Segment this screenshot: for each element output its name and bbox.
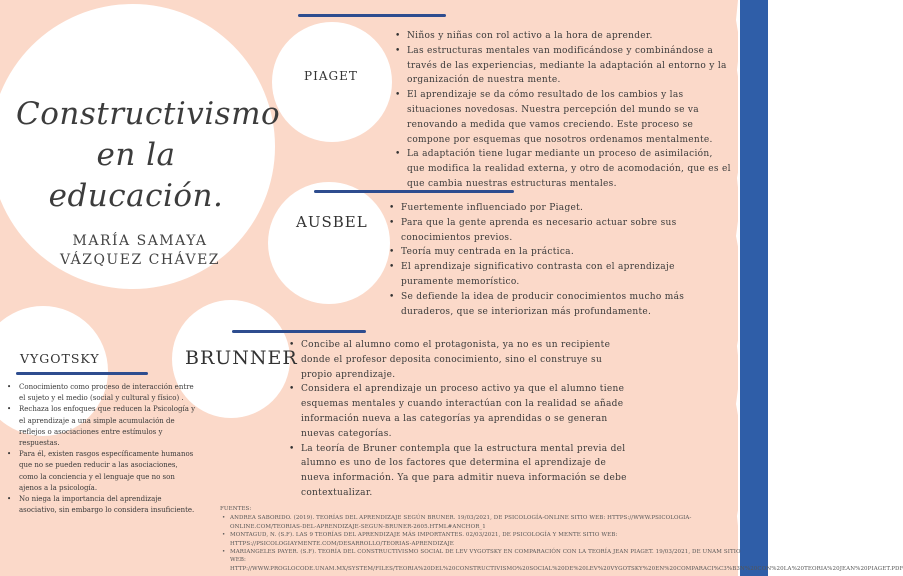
divider-line-piaget xyxy=(298,14,446,17)
brunner-bullet: • Considera el aprendizaje un proceso activo ya que el alumno tiene esquemas mentales y cuando interactúan con la realidad se añade información nueva a las categorías ya aprendidas o se generan nuevas categorías. xyxy=(289,382,629,441)
brunner-bullet: • La teoría de Bruner contempla que la estructura mental previa del alumno es uno de los factores que determina el aprendizaje de nueva información. Ya que para admitir nueva información se debe contextualizar. xyxy=(289,442,629,501)
author-name xyxy=(40,232,240,270)
ausbel-bullet-list xyxy=(389,201,689,319)
piaget-bullet: • Niños y niñas con rol activo a la hora de aprender. xyxy=(395,29,733,44)
title-line-1: Constructivismo xyxy=(16,96,281,132)
sources-label: FUENTES: xyxy=(220,506,252,512)
ausbel-bullet: • Para que la gente aprenda es necesario actuar sobre sus conocimientos previos. xyxy=(389,216,689,246)
title-line-2: en la xyxy=(96,137,176,173)
vygotsky-bullet: • Para él, existen rasgos específicamente humanos que no se pueden reducir a las asociaciones, como la conciencia y el lenguaje que no son ajenos a la psicología. xyxy=(7,449,197,494)
source-item: • MONTAGUD, N. (S.F). LAS 9 TEORÍAS DEL APRENDIZAJE MÁS IMPORTANTES. 02/03/2021, DE PSICOLOGÍA Y MENTE SITIO WEB: HTTPS://PSICOLOGIAYMENTE.COM/DESARROLLO/TEORIAS-APRENDIZAJE xyxy=(220,531,748,548)
piaget-label: PIAGET xyxy=(304,69,358,83)
piaget-bullet: • Las estructuras mentales van modificándose y combinándose a través de las experiencias, mediante la adaptación al entorno y la organización de nuestra mente. xyxy=(395,44,733,88)
brunner-bullet: • Concibe al alumno como el protagonista, ya no es un recipiente donde el profesor deposita conocimiento, sino el construye su propio aprendizaje. xyxy=(289,338,629,382)
source-item: • MARIANGELES PAYER. (S.F). TEORÍA DEL CONSTRUCTIVISMO SOCIAL DE LEV VYGOTSKY EN COMPARACIÓN CON LA TEORÍA JEAN PIAGET. 19/03/2021, DE UNAM SITIO WEB: HTTP://WWW.PROGLOCODE.UNAM.MX/SYSTEM/FILES/TEORIA%20DEL%20CONSTRUCTIVISMO%20SOCIAL%20DE%20LEV%20VYGOTSKY%20EN%20COMPARACI%C3%B3N%20CON%20LA%20TEORIA%20JEAN%20PIAGET.PDF xyxy=(220,548,748,573)
vygotsky-bullet: • Rechaza los enfoques que reducen la Psicología y el aprendizaje a una simple acumulación de reflejos o asociaciones entre estímulos y respuestas. xyxy=(7,404,197,449)
piaget-bullet: • El aprendizaje se da cómo resultado de los cambios y las situaciones novedosas. Nuestra percepción del mundo se va renovando a medida que vamos creciendo. Este proceso se compone por esquemas que nosotros ordenamos mentalmente. xyxy=(395,88,733,147)
ausbel-bullet: • Teoría muy centrada en la práctica. xyxy=(389,245,689,260)
brunner-bullet-list xyxy=(289,338,629,501)
sources-section xyxy=(220,505,903,573)
divider-line-vygotsky xyxy=(16,372,148,375)
vygotsky-label: VYGOTSKY xyxy=(20,351,100,366)
brunner-label: BRUNNER xyxy=(185,347,298,369)
blue-side-band xyxy=(740,0,768,576)
ausbel-bullet: • El aprendizaje significativo contrasta con el aprendizaje puramente memorístico. xyxy=(389,260,689,290)
page-title xyxy=(16,94,281,217)
source-item: • ANDREA SABORIDO. (2019). TEORÍAS DEL APRENDIZAJE SEGÚN BRUNER. 19/03/2021, DE PSICOLOGÍA-ONLINE SITIO WEB: HTTPS://WWW.PSICOLOGIA-ONLINE.COM/TEORIAS-DEL-APRENDIZAJE-SEGUN-BRUNER-2605.HTML#ANCHOR_1 xyxy=(220,514,748,531)
author-line-2: VÁZQUEZ CHÁVEZ xyxy=(59,252,221,268)
vygotsky-bullet: • Conocimiento como proceso de interacción entre el sujeto y el medio (social y cultural y físico) . xyxy=(7,382,197,404)
piaget-bullet-list xyxy=(395,29,733,192)
ausbel-circle xyxy=(268,182,390,304)
divider-line-brunner xyxy=(232,330,366,333)
ausbel-bullet: • Se defiende la idea de producir conocimientos mucho más duraderos, que se interiorizan más profundamente. xyxy=(389,290,689,320)
ausbel-bullet: • Fuertemente influenciado por Piaget. xyxy=(389,201,689,216)
title-line-3: educación. xyxy=(48,178,224,214)
author-line-1: MARÍA SAMAYA xyxy=(72,233,208,249)
sources-list xyxy=(220,514,903,573)
vygotsky-bullet: • No niega la importancia del aprendizaje asociativo, sin embargo lo considera insuficiente. xyxy=(7,494,197,516)
ausbel-label: AUSBEL xyxy=(296,213,368,231)
vygotsky-bullet-list xyxy=(7,382,197,516)
piaget-bullet: • La adaptación tiene lugar mediante un proceso de asimilación, que modifica la realidad externa, y otro de acomodación, que es el que cambia nuestras estructuras mentales. xyxy=(395,147,733,191)
